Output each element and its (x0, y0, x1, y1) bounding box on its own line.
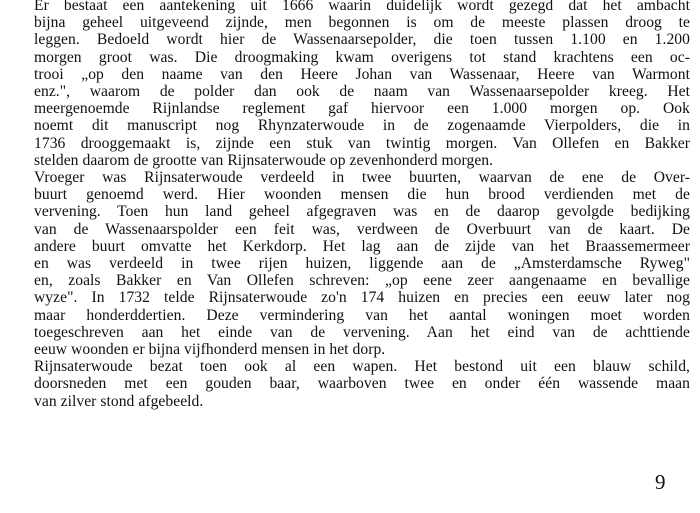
text-line: 1736 drooggemaakt is, zijnde een stuk van twintig morgen. Van Ollefen en Bakker (34, 134, 690, 152)
text-line: leggen. Bedoeld wordt hier de Wassenaarsepolder, die toen tussen 1.100 en 1.200 (34, 31, 690, 49)
text-line: meergenoemde Rijnlandse reglement gaf hiervoor een 1.000 morgen op. Ook (34, 100, 690, 118)
text-line: trooi „op den naame van den Heere Johan van Wassenaar, Heere van Warmont (34, 65, 690, 83)
text-line: en was verdeeld in twee rijen huizen, liggende aan de „Amsterdamsche Ryweg" (34, 255, 690, 273)
text-line: maar honderddertien. Deze vermindering van het aantal woningen moet worden (34, 306, 690, 324)
text-line: vervening. Toen hun land geheel afgegraven was en de daarop gevolgde bedijking (34, 203, 690, 221)
page-number: 9 (655, 470, 666, 494)
text-line: morgen groot was. Die droogmaking kwam overigens tot stand krachtens een oc- (34, 48, 690, 66)
text-line: noemt dit manuscript nog Rhynzaterwoude in de zogenaamde Vierpolders, die in (34, 117, 690, 135)
text-line: Rijnsaterwoude bezat toen ook al een wapen. Het bestond uit een blauw schild, (34, 358, 690, 376)
text-line: Vroeger was Rijnsaterwoude verdeeld in twee buurten, waarvan de ene de Over- (34, 169, 690, 187)
paragraph-2 (34, 169, 690, 358)
text-line: eeuw woonden er bijna vijfhonderd mensen in het dorp. (34, 341, 386, 359)
text-line: bijna geheel uitgeveend zijnde, men begonnen is om de meeste plassen droog te (34, 14, 690, 32)
text-line: wyze". In 1732 telde Rijnsaterwoude zo'n 174 huizen en precies een eeuw later nog (34, 289, 690, 307)
text-line: van zilver stond afgebeeld. (34, 392, 204, 410)
text-line: buurt genoemd werd. Hier woonden mensen die hun brood verdienden met de (34, 186, 690, 204)
text-line: stelden daarom de grootte van Rijnsaterwoude op zevenhonderd morgen. (34, 151, 494, 169)
body-text (34, 0, 690, 410)
text-line: enz.", waarom de polder dan ook de naam van Wassenaarsepolder kreeg. Het (34, 83, 690, 101)
paragraph-1 (34, 0, 690, 169)
text-line: toegeschreven aan het einde van de vervening. Aan het eind van de achttiende (34, 323, 690, 341)
text-line: doorsneden met een gouden baar, waarboven twee en onder één wassende maan (34, 375, 690, 393)
text-line: van de Wassenaarspolder een feit was, verdween de Overbuurt van de kaart. De (34, 220, 690, 238)
text-line: en, zoals Bakker en Van Ollefen schreven: „op eene zeer aangenaame en bevallige (34, 272, 690, 290)
text-line: andere buurt omvatte het Kerkdorp. Het lag aan de zijde van het Braassemermeer (34, 237, 690, 255)
paragraph-3 (34, 358, 690, 410)
text-line: Er bestaat een aantekening uit 1666 waarin duidelijk wordt gezegd dat het ambacht (34, 0, 690, 14)
